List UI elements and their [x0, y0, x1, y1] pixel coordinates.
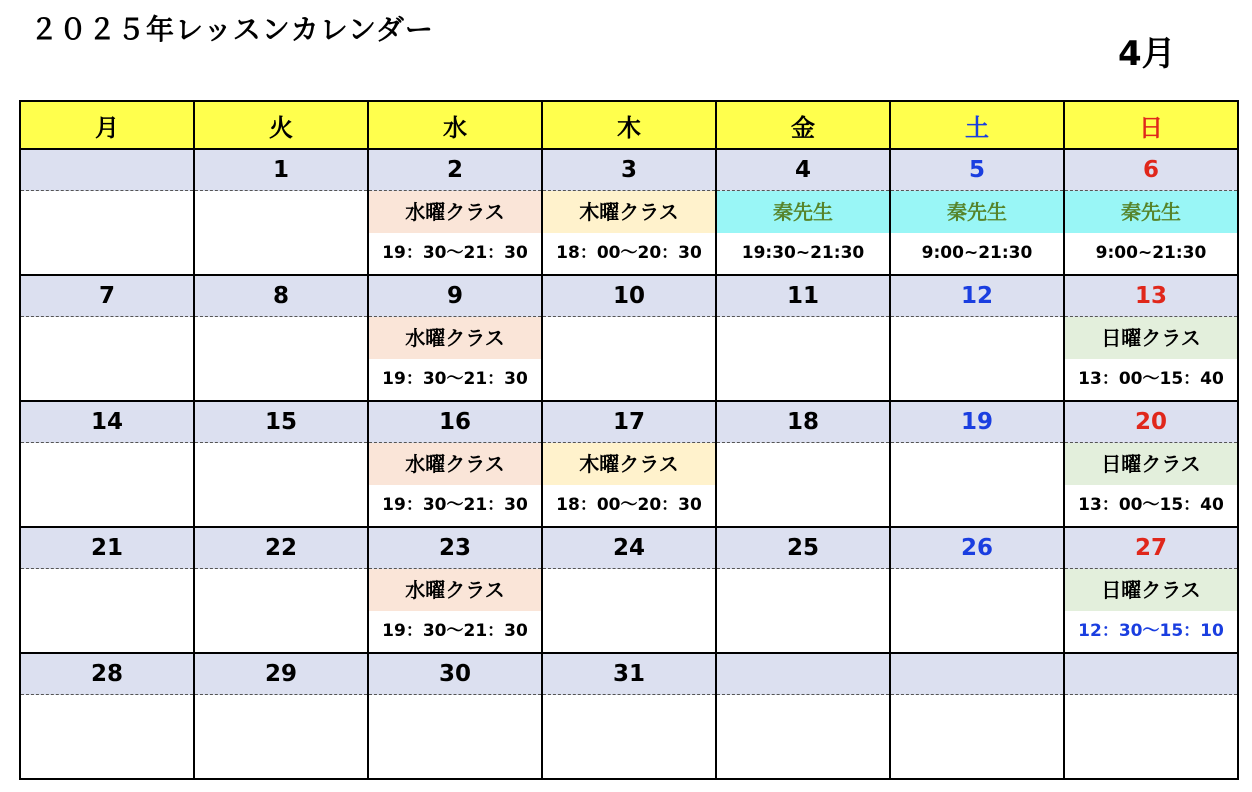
wednesday-class-label: 水曜クラス	[369, 317, 541, 359]
lesson-calendar	[19, 100, 1239, 780]
date-cell: 9	[368, 275, 542, 317]
weekday-tue: 火	[194, 101, 368, 149]
date-cell: 12	[890, 275, 1064, 317]
wednesday-class-label: 水曜クラス	[369, 191, 541, 233]
event-cell-empty	[716, 443, 890, 528]
class-time: 19：30〜21：30	[382, 621, 528, 641]
event-cell-empty	[716, 317, 890, 402]
class-time: 9:00~21:30	[1095, 243, 1207, 263]
event-cell-empty	[716, 695, 890, 780]
class-time: 13：00〜15：40	[1078, 495, 1224, 515]
event-cell-empty	[194, 443, 368, 528]
event-cell-empty	[890, 569, 1064, 654]
event-cell-empty	[20, 569, 194, 654]
date-cell: 1	[194, 149, 368, 191]
date-cell: 30	[368, 653, 542, 695]
date-cell: 4	[716, 149, 890, 191]
date-cell: 8	[194, 275, 368, 317]
date-cell: 11	[716, 275, 890, 317]
week-1-date-row	[20, 149, 1238, 191]
weekday-thu: 木	[542, 101, 716, 149]
date-cell: 21	[20, 527, 194, 569]
date-cell: 2	[368, 149, 542, 191]
class-time: 12：30〜15：10	[1078, 621, 1224, 641]
date-cell	[1064, 653, 1238, 695]
weekday-sun: 日	[1064, 101, 1238, 149]
week-3-date-row	[20, 401, 1238, 443]
weekday-mon: 月	[20, 101, 194, 149]
date-cell: 26	[890, 527, 1064, 569]
event-cell	[1064, 569, 1238, 654]
date-cell: 28	[20, 653, 194, 695]
week-2-events-row	[20, 317, 1238, 402]
class-time: 13：00〜15：40	[1078, 369, 1224, 389]
event-cell-empty	[194, 317, 368, 402]
teacher-label: 秦先生	[891, 191, 1063, 233]
sunday-class-label: 日曜クラス	[1065, 443, 1237, 485]
date-cell: 3	[542, 149, 716, 191]
date-cell: 17	[542, 401, 716, 443]
event-cell	[368, 443, 542, 528]
date-cell: 13	[1064, 275, 1238, 317]
week-2-date-row	[20, 275, 1238, 317]
date-cell: 18	[716, 401, 890, 443]
event-cell	[890, 191, 1064, 276]
event-cell-empty	[542, 569, 716, 654]
wednesday-class-label: 水曜クラス	[369, 569, 541, 611]
event-cell-empty	[194, 191, 368, 276]
date-cell: 19	[890, 401, 1064, 443]
date-cell: 23	[368, 527, 542, 569]
event-cell-empty	[890, 695, 1064, 780]
week-5-events-row	[20, 695, 1238, 780]
week-1-events-row	[20, 191, 1238, 276]
event-cell	[368, 569, 542, 654]
sunday-class-label: 日曜クラス	[1065, 317, 1237, 359]
event-cell	[1064, 443, 1238, 528]
event-cell-empty	[716, 569, 890, 654]
event-cell-empty	[890, 317, 1064, 402]
event-cell	[1064, 191, 1238, 276]
week-4-date-row	[20, 527, 1238, 569]
event-cell	[542, 443, 716, 528]
class-time: 18：00〜20：30	[556, 243, 702, 263]
class-time: 19:30~21:30	[741, 243, 865, 263]
week-5-date-row	[20, 653, 1238, 695]
sunday-class-label: 日曜クラス	[1065, 569, 1237, 611]
date-cell: 22	[194, 527, 368, 569]
teacher-label: 秦先生	[1065, 191, 1237, 233]
event-cell-empty	[542, 695, 716, 780]
week-4-events-row	[20, 569, 1238, 654]
date-cell: 25	[716, 527, 890, 569]
date-cell: 6	[1064, 149, 1238, 191]
teacher-label: 秦先生	[717, 191, 889, 233]
weekday-fri: 金	[716, 101, 890, 149]
thursday-class-label: 木曜クラス	[543, 443, 715, 485]
event-cell-empty	[368, 695, 542, 780]
date-cell: 15	[194, 401, 368, 443]
date-cell: 5	[890, 149, 1064, 191]
event-cell	[368, 317, 542, 402]
month-label: 4月	[1118, 34, 1176, 74]
event-cell	[1064, 317, 1238, 402]
date-cell: 16	[368, 401, 542, 443]
date-cell: 7	[20, 275, 194, 317]
event-cell-empty	[20, 317, 194, 402]
class-time: 19：30〜21：30	[382, 495, 528, 515]
class-time: 18：00〜20：30	[556, 495, 702, 515]
event-cell	[368, 191, 542, 276]
event-cell	[716, 191, 890, 276]
event-cell-empty	[20, 443, 194, 528]
weekday-header-row	[20, 101, 1238, 149]
event-cell-empty	[890, 443, 1064, 528]
event-cell-empty	[194, 695, 368, 780]
event-cell-empty	[20, 191, 194, 276]
event-cell-empty	[20, 695, 194, 780]
date-cell: 14	[20, 401, 194, 443]
wednesday-class-label: 水曜クラス	[369, 443, 541, 485]
calendar-title: ２０２５年レッスンカレンダー	[30, 13, 434, 46]
class-time: 19：30〜21：30	[382, 369, 528, 389]
week-3-events-row	[20, 443, 1238, 528]
event-cell-empty	[1064, 695, 1238, 780]
weekday-sat: 土	[890, 101, 1064, 149]
weekday-wed: 水	[368, 101, 542, 149]
date-cell: 27	[1064, 527, 1238, 569]
event-cell-empty	[194, 569, 368, 654]
date-cell	[716, 653, 890, 695]
class-time: 9:00~21:30	[921, 243, 1033, 263]
event-cell-empty	[542, 317, 716, 402]
date-cell	[20, 149, 194, 191]
event-cell	[542, 191, 716, 276]
date-cell: 31	[542, 653, 716, 695]
date-cell: 20	[1064, 401, 1238, 443]
date-cell: 24	[542, 527, 716, 569]
thursday-class-label: 木曜クラス	[543, 191, 715, 233]
class-time: 19：30〜21：30	[382, 243, 528, 263]
date-cell: 29	[194, 653, 368, 695]
date-cell: 10	[542, 275, 716, 317]
date-cell	[890, 653, 1064, 695]
